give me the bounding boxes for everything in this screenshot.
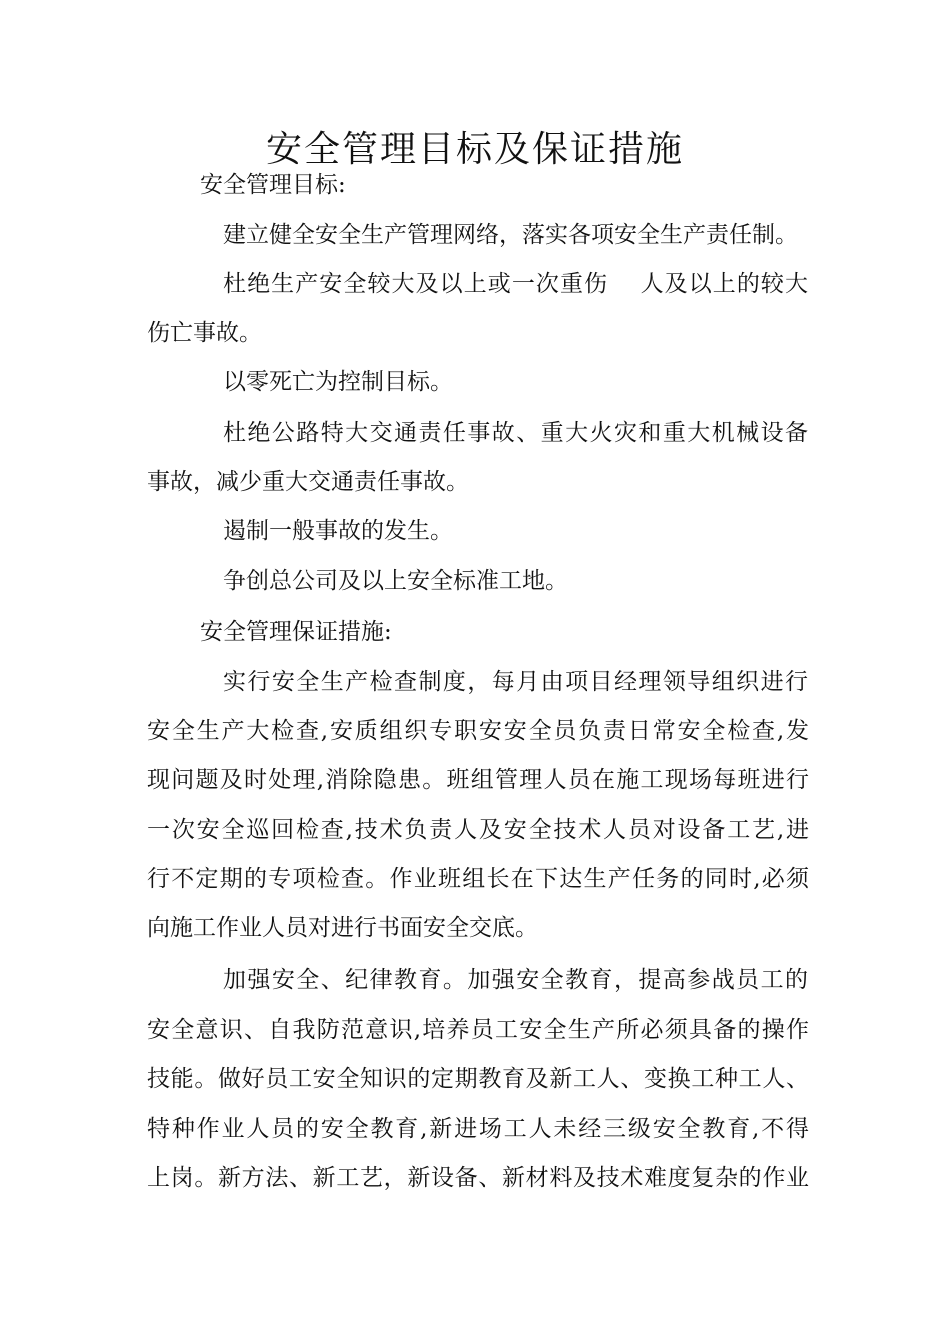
paragraph-line: 杜绝公路特大交通责任事故、重大火灾和重大机械设备: [223, 420, 808, 446]
section-heading-measures: 安全管理保证措施:: [200, 619, 392, 645]
paragraph-line: 现问题及时处理,消除隐患。班组管理人员在施工现场每班进行: [147, 767, 809, 793]
paragraph-line: 杜绝生产安全较大及以上或一次重伤 人及以上的较大: [223, 271, 808, 297]
paragraph-line: 建立健全安全生产管理网络，落实各项安全生产责任制。: [223, 222, 798, 248]
paragraph-line: 技能。做好员工安全知识的定期教育及新工人、变换工种工人、: [147, 1066, 809, 1092]
paragraph-line: 伤亡事故。: [147, 320, 262, 346]
paragraph-line: 事故，减少重大交通责任事故。: [147, 469, 469, 495]
paragraph-line: 一次安全巡回检查,技术负责人及安全技术人员对设备工艺,进: [147, 817, 809, 843]
paragraph-line: 安全生产大检查,安质组织专职安安全员负责日常安全检查,发: [147, 718, 809, 744]
paragraph-line: 行不定期的专项检查。作业班组长在下达生产任务的同时,必须: [147, 866, 809, 892]
document-title: 安全管理目标及保证措施: [265, 129, 684, 171]
paragraph-line: 加强安全、纪律教育。加强安全教育，提高参战员工的: [223, 967, 808, 993]
paragraph-line: 实行安全生产检查制度，每月由项目经理领导组织进行: [223, 669, 808, 695]
paragraph-line: 安全意识、自我防范意识,培养员工安全生产所必须具备的操作: [147, 1017, 809, 1043]
paragraph-line: 以零死亡为控制目标。: [223, 369, 453, 395]
section-heading-goals: 安全管理目标:: [200, 172, 346, 198]
paragraph-line: 争创总公司及以上安全标准工地。: [223, 568, 568, 594]
paragraph-line: 上岗。新方法、新工艺，新设备、新材料及技术难度复杂的作业: [147, 1165, 809, 1191]
paragraph-line: 遏制一般事故的发生。: [223, 518, 453, 544]
paragraph-line: 向施工作业人员对进行书面安全交底。: [147, 915, 538, 941]
paragraph-line: 特种作业人员的安全教育,新进场工人未经三级安全教育,不得: [147, 1116, 809, 1142]
